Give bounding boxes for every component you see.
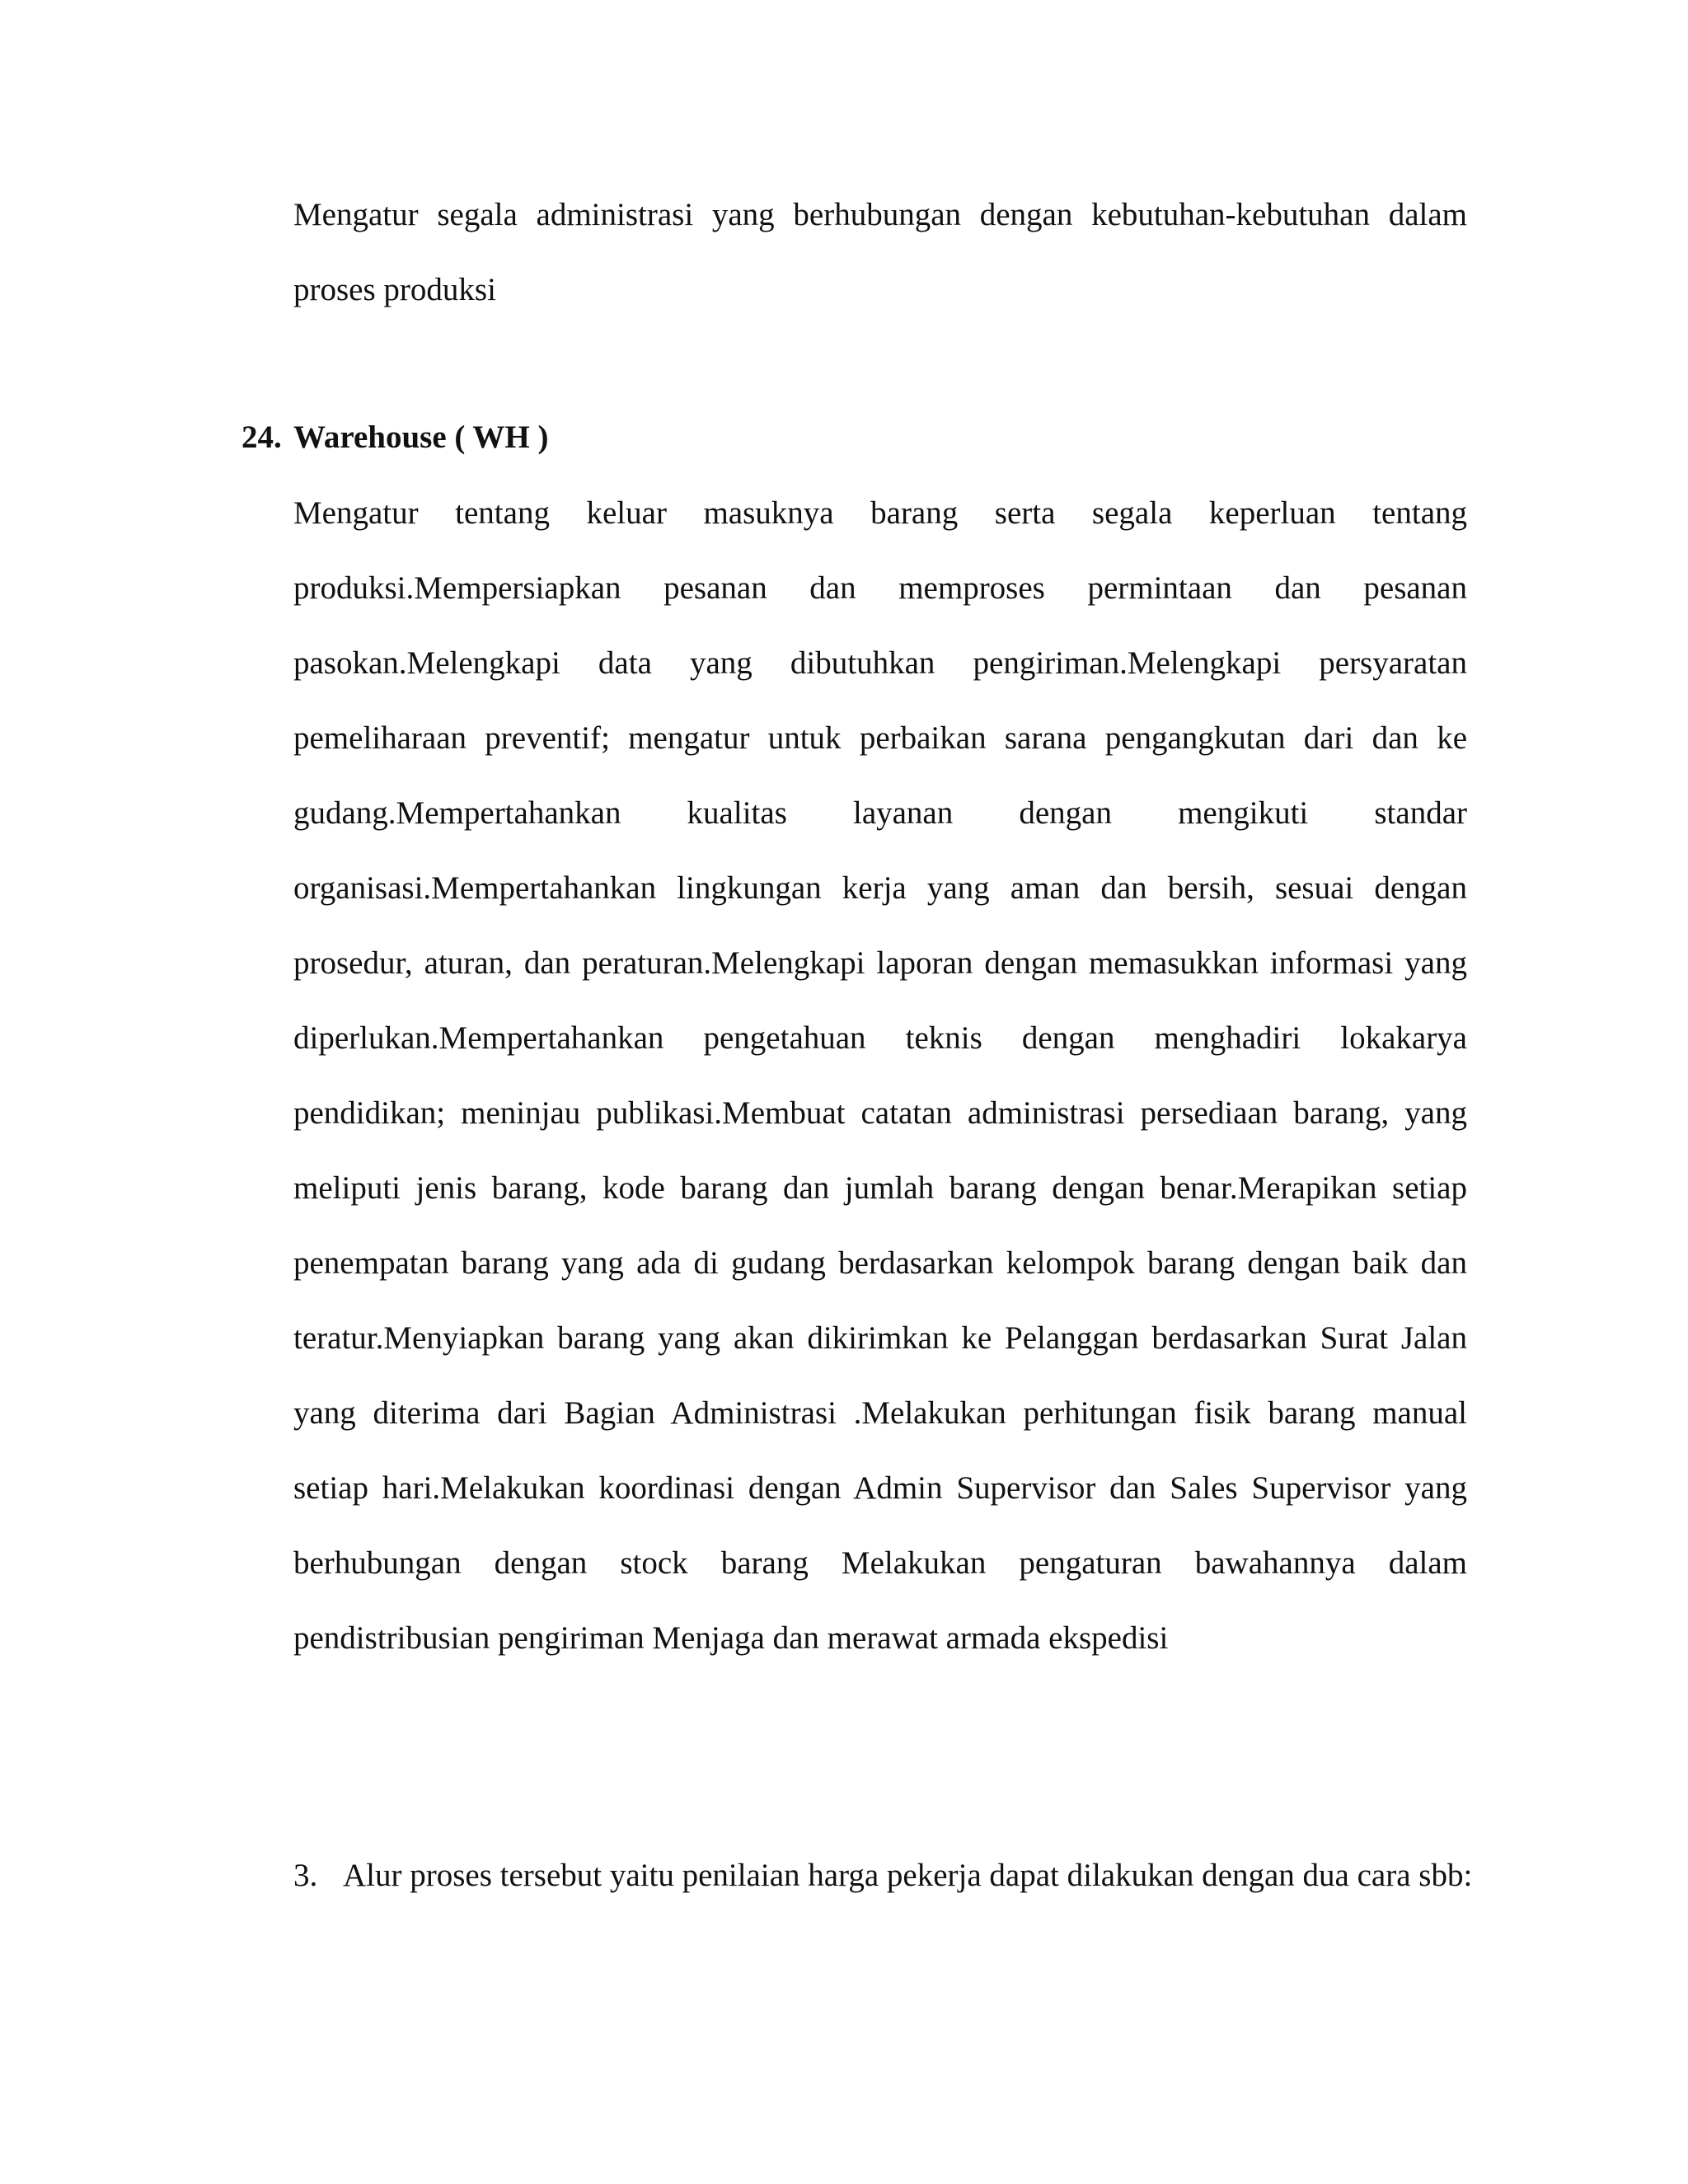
section-heading xyxy=(241,416,549,459)
body-line-7: prosedur, aturan, dan peraturan.Melengkapi laporan dengan memasukkan informasi yang xyxy=(293,945,1467,981)
body-line-10: meliputi jenis barang, kode barang dan jumlah barang dengan benar.Merapikan setiap xyxy=(293,1170,1467,1206)
body-line-9: pendidikan; meninjau publikasi.Membuat catatan administrasi persediaan barang, yang xyxy=(293,1095,1467,1131)
list-item-text: Alur proses tersebut yaitu penilaian harga pekerja dapat dilakukan dengan dua cara sbb: xyxy=(343,1858,1473,1893)
body-line-16: pendistribusian pengiriman Menjaga dan merawat armada ekspedisi xyxy=(293,1620,1169,1656)
list-item-3 xyxy=(293,1854,1473,1897)
section-number: 24. xyxy=(241,419,282,455)
body-line-1: Mengatur tentang keluar masuknya barang serta segala keperluan tentang xyxy=(293,495,1467,531)
body-line-12: teratur.Menyiapkan barang yang akan dikirimkan ke Pelanggan berdasarkan Surat Jalan xyxy=(293,1320,1467,1356)
body-line-2: produksi.Mempersiapkan pesanan dan memproses permintaan dan pesanan xyxy=(293,570,1467,606)
intro-line-1: Mengatur segala administrasi yang berhubungan dengan kebutuhan-kebutuhan dalam xyxy=(293,197,1467,232)
list-item-marker: 3. xyxy=(293,1858,318,1893)
body-line-11: penempatan barang yang ada di gudang berdasarkan kelompok barang dengan baik dan xyxy=(293,1245,1467,1281)
intro-line-2: proses produksi xyxy=(293,272,496,307)
body-line-4: pemeliharaan preventif; mengatur untuk perbaikan sarana pengangkutan dari dan ke xyxy=(293,720,1467,756)
body-line-13: yang diterima dari Bagian Administrasi .Melakukan perhitungan fisik barang manual xyxy=(293,1395,1467,1431)
body-line-5: gudang.Mempertahankan kualitas layanan dengan mengikuti standar xyxy=(293,795,1467,831)
body-line-15: berhubungan dengan stock barang Melakukan pengaturan bawahannya dalam xyxy=(293,1545,1467,1581)
body-line-8: diperlukan.Mempertahankan pengetahuan teknis dengan menghadiri lokakarya xyxy=(293,1020,1467,1056)
body-line-3: pasokan.Melengkapi data yang dibutuhkan pengiriman.Melengkapi persyaratan xyxy=(293,645,1467,681)
section-title: Warehouse ( WH ) xyxy=(293,419,549,455)
body-line-6: organisasi.Mempertahankan lingkungan kerja yang aman dan bersih, sesuai dengan xyxy=(293,870,1467,906)
body-line-14: setiap hari.Melakukan koordinasi dengan Admin Supervisor dan Sales Supervisor yang xyxy=(293,1470,1467,1506)
